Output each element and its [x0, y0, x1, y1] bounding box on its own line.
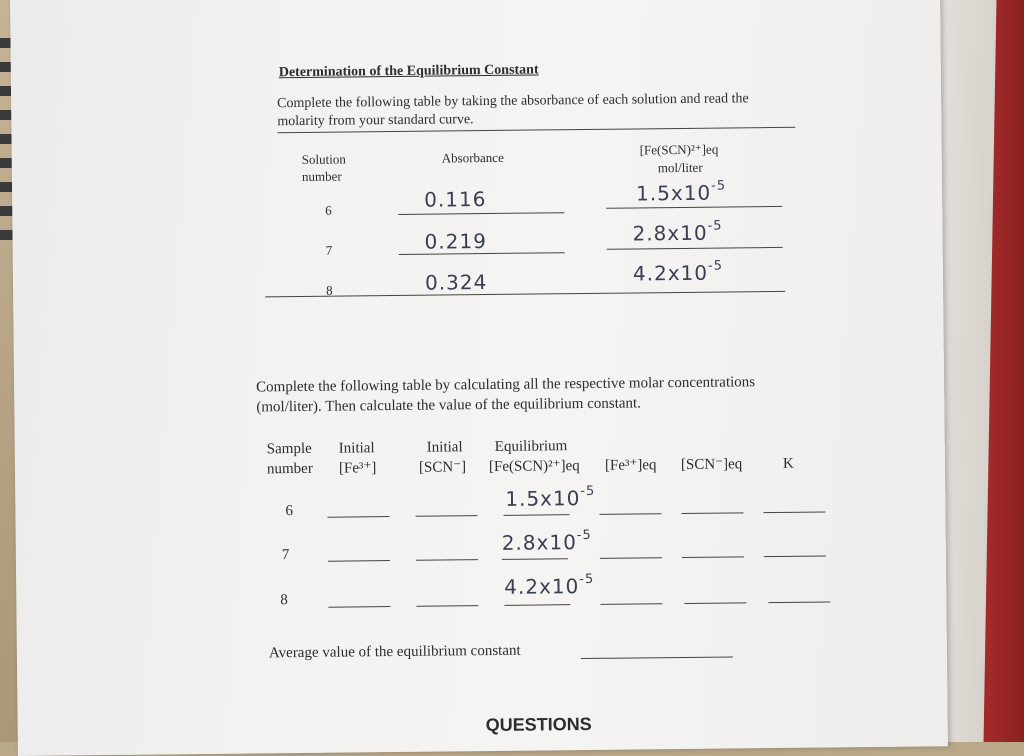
header-initial-scn-line1: Initial [426, 439, 463, 456]
row-eq-fescn-value: $1.5x10^{-5}$ [505, 484, 596, 511]
row-absorbance-value: 0.324 [424, 270, 488, 295]
row-eq-fescn-value: $4.2x10^{-5}$ [504, 572, 595, 599]
header-solution-line1: Solution [301, 151, 346, 167]
answer-line [415, 515, 477, 517]
header-eq-fescn-line1: Equilibrium [494, 438, 568, 455]
answer-line [607, 247, 783, 250]
answer-line [768, 601, 830, 603]
answer-line [684, 602, 746, 604]
average-k-answer-line [581, 656, 733, 659]
row-eq-fescn-value: $2.8x10^{-5}$ [501, 528, 592, 555]
row-concentration-value: $2.8x10^{-5}$ [632, 218, 723, 246]
header-sample-line1: Sample [266, 440, 312, 458]
header-eq-scn: [SCN⁻]eq [680, 456, 743, 473]
answer-line [763, 511, 825, 513]
answer-line [681, 512, 743, 514]
table1-instruction-line1: Complete the following table by taking the absorbance of each solution and read the [277, 91, 749, 112]
row-solution-number: 7 [325, 242, 333, 258]
table2-instruction-line2: (mol/liter). Then calculate the value of the equilibrium constant. [256, 395, 641, 416]
answer-line [600, 603, 662, 605]
row-absorbance-value: 0.116 [424, 187, 487, 212]
answer-line [764, 555, 826, 557]
header-concentration-line2: mol/liter [657, 159, 703, 176]
worksheet-page [10, 0, 948, 756]
page-title: Determination of the Equilibrium Constant [278, 62, 539, 81]
answer-line [503, 514, 569, 516]
questions-heading: QUESTIONS [485, 713, 592, 736]
row-concentration-value: $4.2x10^{-5}$ [632, 258, 724, 286]
answer-line [327, 516, 389, 518]
answer-line [399, 252, 565, 255]
table1-bottom-rule [265, 291, 785, 297]
header-initial-fe-line1: Initial [338, 440, 375, 457]
header-initial-fe-line2: [Fe³⁺] [338, 460, 377, 477]
answer-line [682, 556, 744, 558]
answer-line [328, 560, 390, 562]
header-eq-fe: [Fe³⁺]eq [604, 457, 657, 474]
row-solution-number: 8 [326, 282, 333, 298]
row-sample-number: 7 [281, 547, 290, 564]
row-solution-number: 6 [325, 202, 332, 218]
answer-line [504, 604, 570, 606]
header-k: K [782, 455, 794, 472]
average-k-label: Average value of the equilibrium constant [268, 642, 521, 662]
row-sample-number: 6 [285, 503, 293, 520]
answer-line [416, 559, 478, 561]
table2-instruction-line1: Complete the following table by calculating all the respective molar concentrations [256, 374, 756, 396]
header-concentration-line1: [Fe(SCN)²⁺]eq [639, 141, 719, 158]
answer-line [416, 605, 478, 607]
header-eq-fescn-line2: [Fe(SCN)²⁺]eq [488, 458, 580, 476]
table1-instruction-line2: molarity from your standard curve. [277, 112, 474, 130]
answer-line [502, 558, 568, 560]
answer-line [398, 212, 564, 215]
header-absorbance: Absorbance [441, 149, 504, 166]
row-concentration-value: $1.5x10^{-5}$ [635, 178, 727, 206]
row-sample-number: 8 [280, 592, 288, 609]
answer-line [600, 557, 662, 559]
header-solution-line2: number [301, 168, 342, 184]
answer-line [328, 606, 390, 608]
row-absorbance-value: 0.219 [424, 229, 487, 254]
answer-line [599, 513, 661, 515]
header-initial-scn-line2: [SCN⁻] [418, 459, 467, 476]
header-sample-line2: number [266, 460, 313, 478]
answer-line [606, 206, 782, 209]
